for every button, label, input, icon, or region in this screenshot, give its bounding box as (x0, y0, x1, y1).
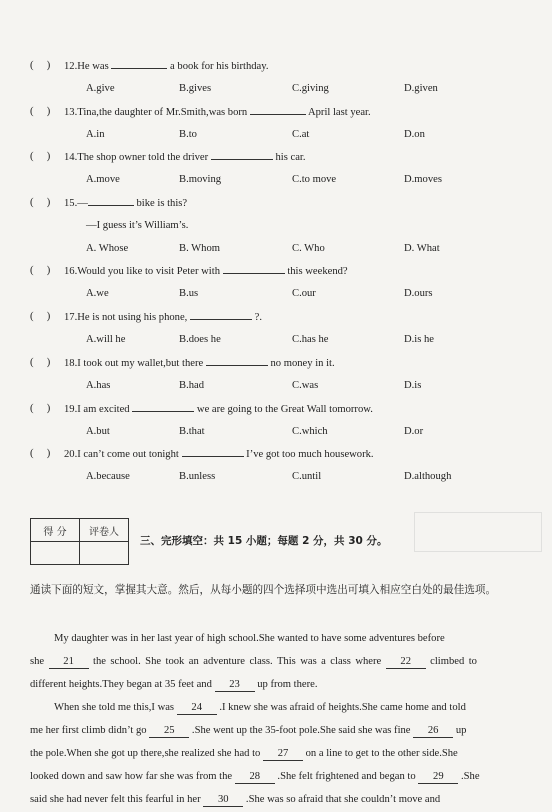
option-a[interactable]: A.has (86, 380, 111, 391)
question-12 (30, 58, 530, 74)
options-row (86, 127, 526, 143)
passage-text: .I knew she was afraid of heights.She came home and told (216, 702, 466, 713)
option-d[interactable]: D.moves (404, 174, 442, 185)
answer-blank[interactable] (250, 104, 306, 115)
options-row (86, 286, 526, 302)
stem-text-before: Would you like to visit Peter with (77, 266, 220, 277)
passage-text: .She felt frightened and began to (274, 771, 419, 782)
stem-text-before: The shop owner told the driver (77, 152, 209, 163)
question-stem: 16.Would you like to visit Peter with this weekend? (64, 263, 348, 280)
option-b[interactable]: B.us (179, 288, 199, 299)
option-c[interactable]: C.at (292, 129, 310, 140)
stem-text-after: no money in it. (270, 358, 335, 369)
option-d[interactable]: D.although (404, 471, 452, 482)
question-number: 19 (64, 404, 75, 415)
question-stem: 19.I am excited we are going to the Great Wall tomorrow. (64, 401, 373, 418)
options-row (86, 81, 526, 97)
answer-paren[interactable]: ( ) (30, 151, 51, 162)
passage-text: .She was so afraid that she couldn’t move and (243, 794, 441, 805)
bleed-through-box (414, 512, 542, 552)
passage-line (30, 791, 520, 809)
options-row (86, 172, 526, 188)
stem-text-before: He was (77, 61, 109, 72)
stem-text-before: I am excited (77, 404, 130, 415)
option-c[interactable]: C.was (292, 380, 319, 391)
passage-line (30, 722, 520, 740)
question-number: 15 (64, 198, 75, 209)
answer-blank[interactable] (182, 446, 244, 457)
question-19 (30, 401, 530, 417)
section-instructions: 通读下面的短文，掌握其大意。然后，从每小题的四个选择项中选出可填入相应空白处的最佳选项。 (30, 584, 497, 596)
question-15 (30, 195, 530, 211)
option-d[interactable]: D.is (404, 380, 422, 391)
passage-line (30, 630, 520, 648)
passage-line (30, 745, 520, 763)
stem-text-before: He is not using his phone, (77, 312, 188, 323)
answer-paren[interactable]: ( ) (30, 448, 51, 459)
stem-text-after: a book for his birthday. (170, 61, 269, 72)
passage-text: When she told me this,I was (54, 702, 177, 713)
stem-text-before: I can’t come out tonight (77, 449, 179, 460)
answer-blank[interactable] (88, 195, 134, 206)
answer-blank[interactable] (190, 309, 252, 320)
grader-cell (80, 542, 129, 565)
option-c[interactable]: C.has he (292, 334, 329, 345)
numbered-blank-22[interactable]: 22 (386, 656, 426, 669)
option-d[interactable]: D. What (404, 243, 440, 254)
numbered-blank-27[interactable]: 27 (263, 748, 303, 761)
option-b[interactable]: B.gives (179, 83, 212, 94)
question-number: 12 (64, 61, 75, 72)
stem-text-after: ?. (254, 312, 262, 323)
option-a[interactable]: A.but (86, 426, 110, 437)
option-a[interactable]: A.move (86, 174, 120, 185)
question-stem: 14.The shop owner told the driver his car. (64, 149, 306, 166)
answer-paren[interactable]: ( ) (30, 403, 51, 414)
option-d[interactable]: D.is he (404, 334, 435, 345)
question-14 (30, 149, 530, 165)
numbered-blank-24[interactable]: 24 (177, 702, 217, 715)
question-number: 20 (64, 449, 75, 460)
answer-blank[interactable] (223, 263, 285, 274)
passage-text: the school. She took an adventure class. This was a class where (88, 656, 386, 667)
answer-paren[interactable]: ( ) (30, 265, 51, 276)
numbered-blank-26[interactable]: 26 (413, 725, 453, 738)
option-b[interactable]: B.moving (179, 174, 222, 185)
option-b[interactable]: B.does he (179, 334, 221, 345)
option-d[interactable]: D.or (404, 426, 424, 437)
question-stem: 12.He was a book for his birthday. (64, 58, 269, 75)
stem-text-before: I took out my wallet,but there (77, 358, 204, 369)
numbered-blank-23[interactable]: 23 (215, 679, 255, 692)
passage-text: up (453, 725, 467, 736)
stem-text-after: we are going to the Great Wall tomorrow. (196, 404, 373, 415)
option-a[interactable]: A.we (86, 288, 109, 299)
option-c[interactable]: C.our (292, 288, 316, 299)
stem-text-after: April last year. (307, 107, 371, 118)
option-c[interactable]: C. Who (292, 243, 325, 254)
numbered-blank-29[interactable]: 29 (418, 771, 458, 784)
question-stem: 17.He is not using his phone, ?. (64, 309, 262, 326)
answer-blank[interactable] (111, 58, 167, 69)
passage-line (30, 653, 520, 671)
score-header: 得 分 (31, 519, 80, 542)
question-17 (30, 309, 530, 325)
answer-blank[interactable] (211, 149, 273, 160)
passage-text: on a line to get to the other side.She (302, 748, 458, 759)
grader-header: 评卷人 (80, 519, 129, 542)
option-a[interactable]: A.because (86, 471, 130, 482)
passage-line (30, 768, 520, 786)
options-row (86, 469, 526, 485)
score-cell (31, 542, 80, 565)
passage-text: said she had never felt this fearful in her (30, 794, 204, 805)
passage-text: me her first climb didn’t go (30, 725, 150, 736)
option-a[interactable]: A.in (86, 129, 105, 140)
stem-text-after: his car. (275, 152, 306, 163)
answer-paren[interactable]: ( ) (30, 197, 51, 208)
question-13 (30, 104, 530, 120)
stem-text-after: bike is this? (136, 198, 188, 209)
question-number: 14 (64, 152, 75, 163)
passage-text: .She (458, 771, 480, 782)
stem-text-before: — (77, 198, 88, 209)
question-16 (30, 263, 530, 279)
option-c[interactable]: C.until (292, 471, 322, 482)
answer-paren[interactable]: ( ) (30, 311, 51, 322)
dialogue-reply: —I guess it’s William’s. (86, 220, 189, 231)
options-row (86, 424, 526, 440)
answer-paren[interactable]: ( ) (30, 357, 51, 368)
option-c[interactable]: C.to move (292, 174, 337, 185)
passage-text: up from there. (254, 679, 318, 690)
stem-text-after: this weekend? (287, 266, 348, 277)
question-stem: 13.Tina,the daughter of Mr.Smith,was born April last year. (64, 104, 371, 121)
answer-blank[interactable] (206, 355, 268, 366)
option-b[interactable]: B.unless (179, 471, 216, 482)
question-number: 16 (64, 266, 75, 277)
option-a[interactable]: A.will he (86, 334, 126, 345)
question-stem: 20.I can’t come out tonight I’ve got too much housework. (64, 446, 374, 463)
section-title: 三、完形填空：共 15 小题；每题 2 分，共 30 分。 (140, 535, 388, 547)
question-number: 13 (64, 107, 75, 118)
stem-text-after: I’ve got too much housework. (246, 449, 374, 460)
passage-text: climbed to (425, 656, 477, 667)
options-row (86, 378, 526, 394)
answer-paren[interactable]: ( ) (30, 60, 51, 71)
option-d[interactable]: D.on (404, 129, 425, 140)
option-a[interactable]: A.give (86, 83, 115, 94)
option-d[interactable]: D.ours (404, 288, 433, 299)
stem-text-before: Tina,the daughter of Mr.Smith,was born (77, 107, 248, 118)
passage-text: different heights.They began at 35 feet and (30, 679, 215, 690)
option-d[interactable]: D.given (404, 83, 438, 94)
passage-text: My daughter was in her last year of high school.She wanted to have some adventures before (54, 633, 445, 644)
option-c[interactable]: C.which (292, 426, 328, 437)
passage-line (30, 676, 520, 694)
passage-text: she (30, 656, 49, 667)
option-b[interactable]: B.had (179, 380, 205, 391)
numbered-blank-28[interactable]: 28 (235, 771, 275, 784)
passage-text: the pole.When she got up there,she realized she had to (30, 748, 263, 759)
passage-line (30, 699, 520, 717)
question-stem: 18.I took out my wallet,but there no money in it. (64, 355, 335, 372)
option-c[interactable]: C.giving (292, 83, 329, 94)
options-row (86, 241, 526, 257)
option-a[interactable]: A. Whose (86, 243, 129, 254)
options-row (86, 332, 526, 348)
question-number: 18 (64, 358, 75, 369)
answer-blank[interactable] (132, 401, 194, 412)
option-b[interactable]: B.that (179, 426, 205, 437)
passage-text: .She went up the 35-foot pole.She said she was fine (189, 725, 414, 736)
numbered-blank-21[interactable]: 21 (49, 656, 89, 669)
passage-text: looked down and saw how far she was from the (30, 771, 235, 782)
question-number: 17 (64, 312, 75, 323)
answer-paren[interactable]: ( ) (30, 106, 51, 117)
numbered-blank-30[interactable]: 30 (203, 794, 243, 807)
question-stem: 15.— bike is this? (64, 195, 187, 212)
question-20 (30, 446, 530, 462)
option-b[interactable]: B.to (179, 129, 197, 140)
numbered-blank-25[interactable]: 25 (149, 725, 189, 738)
option-b[interactable]: B. Whom (179, 243, 221, 254)
question-18 (30, 355, 530, 371)
score-table (30, 518, 129, 565)
